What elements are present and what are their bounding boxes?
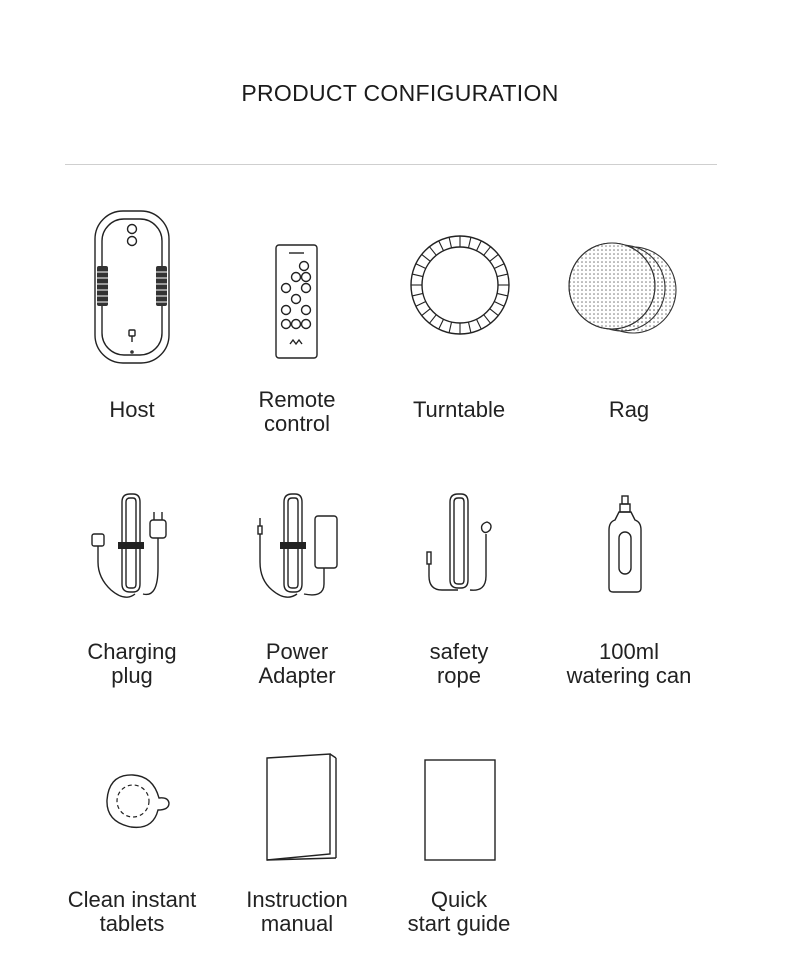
turntable-ring-icon <box>374 200 544 370</box>
item-label: Rag <box>608 397 650 422</box>
ring-segment-line <box>494 264 504 269</box>
ring-segment-line <box>468 237 470 248</box>
ring-segment-line <box>490 254 499 261</box>
item-label: Turntable <box>412 397 506 422</box>
ring-segment-line <box>494 301 504 306</box>
ring-segment-line <box>468 322 470 333</box>
ring-segment-line <box>484 247 491 256</box>
title-divider <box>65 164 717 165</box>
spray-bottle-icon <box>544 480 714 650</box>
ring-segment-line <box>449 237 451 248</box>
item-label: 100ml watering can <box>566 639 692 688</box>
rag-pads-icon <box>544 200 714 370</box>
ring-segment-line <box>429 315 436 324</box>
instruction-booklet-icon <box>212 740 382 910</box>
item-label: Power Adapter <box>258 639 336 688</box>
item-label: Host <box>109 397 155 422</box>
item-label: Instruction manual <box>246 887 348 936</box>
item-label: Clean instant tablets <box>67 887 197 936</box>
ring-segment-line <box>476 241 481 251</box>
power-adapter-cable-icon <box>212 480 382 650</box>
ring-segment-line <box>439 319 444 329</box>
ring-segment-line <box>416 301 426 306</box>
ring-segment-line <box>429 247 436 256</box>
ring-segment-line <box>484 315 491 324</box>
ring-segment-line <box>412 293 423 295</box>
window-robot-host-icon <box>47 200 217 370</box>
ring-segment-line <box>422 254 431 261</box>
item-label: Remote control <box>258 387 336 436</box>
tablet-icon <box>47 740 217 910</box>
ring-segment-line <box>476 319 481 329</box>
item-label: Charging plug <box>87 639 177 688</box>
quick-guide-sheet-icon <box>374 740 544 910</box>
page-title: PRODUCT CONFIGURATION <box>241 80 559 106</box>
ring-segment-line <box>416 264 426 269</box>
ring-segment-line <box>490 309 499 316</box>
remote-control-icon <box>212 200 382 370</box>
item-label: safety rope <box>429 639 489 688</box>
ring-segment-line <box>422 309 431 316</box>
ring-segment-line <box>449 322 451 333</box>
safety-rope-icon <box>374 480 544 650</box>
ring-segment-line <box>439 241 444 251</box>
item-label: Quick start guide <box>407 887 511 936</box>
ring-segment-line <box>497 274 508 276</box>
ring-segment-line <box>412 274 423 276</box>
ring-segment-line <box>497 293 508 295</box>
charging-plug-cable-icon <box>47 480 217 650</box>
